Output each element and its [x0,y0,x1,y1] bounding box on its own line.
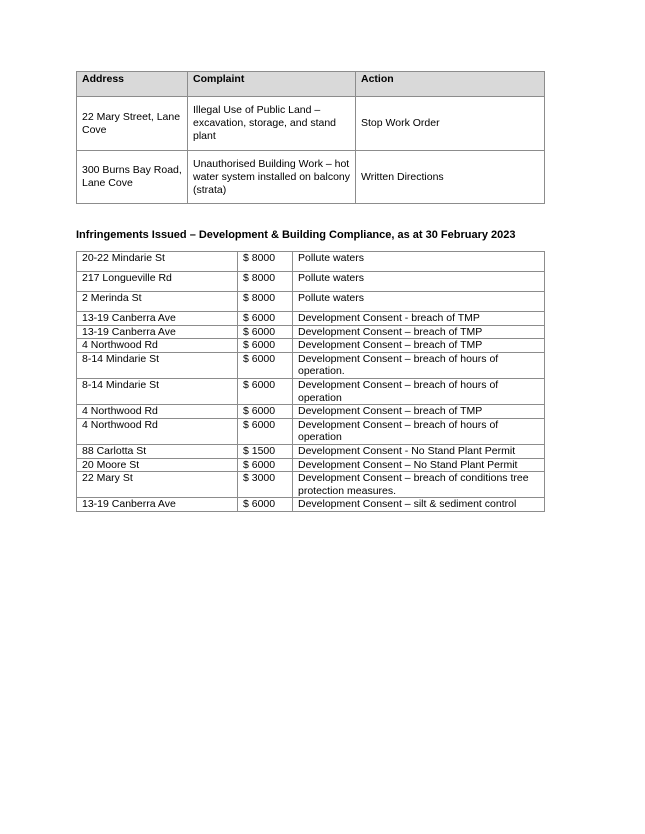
address-cell: 22 Mary Street, Lane Cove [77,97,188,151]
amount-cell: $ 8000 [238,292,293,312]
address-cell: 13-19 Canberra Ave [77,312,238,326]
amount-cell: $ 6000 [238,405,293,419]
description-cell: Pollute waters [293,292,545,312]
table-row [77,498,545,512]
column-header-complaint: Complaint [188,72,356,97]
description-cell: Development Consent – breach of hours of operation [293,378,545,404]
table-row [77,339,545,353]
description-cell: Development Consent – breach of TMP [293,325,545,339]
complaints-header-row [77,72,545,97]
table-row [77,444,545,458]
amount-cell: $ 6000 [238,312,293,326]
address-cell: 20-22 Mindarie St [77,252,238,272]
description-cell: Development Consent - No Stand Plant Permit [293,444,545,458]
amount-cell: $ 6000 [238,458,293,472]
address-cell: 13-19 Canberra Ave [77,325,238,339]
address-cell: 20 Moore St [77,458,238,472]
table-row [77,312,545,326]
action-cell: Stop Work Order [356,97,545,151]
table-row [77,151,545,204]
description-cell: Development Consent - breach of TMP [293,312,545,326]
description-cell: Development Consent – No Stand Plant Permit [293,458,545,472]
address-cell: 8-14 Mindarie St [77,352,238,378]
column-header-action: Action [356,72,545,97]
complaint-cell: Illegal Use of Public Land – excavation, storage, and stand plant [188,97,356,151]
table-row [77,97,545,151]
address-cell: 88 Carlotta St [77,444,238,458]
infringements-table-body [77,252,545,512]
table-row [77,472,545,498]
amount-cell: $ 6000 [238,352,293,378]
table-row [77,325,545,339]
infringements-table [76,251,545,512]
complaints-table [76,71,545,204]
table-row [77,378,545,404]
address-cell: 22 Mary St [77,472,238,498]
address-cell: 2 Merinda St [77,292,238,312]
infringements-heading: Infringements Issued – Development & Building Compliance, as at 30 February 2023 [76,229,516,241]
address-cell: 217 Longueville Rd [77,272,238,292]
amount-cell: $ 6000 [238,378,293,404]
table-row [77,458,545,472]
description-cell: Development Consent – breach of TMP [293,339,545,353]
table-row [77,292,545,312]
table-row [77,405,545,419]
amount-cell: $ 6000 [238,325,293,339]
address-cell: 4 Northwood Rd [77,418,238,444]
address-cell: 4 Northwood Rd [77,339,238,353]
address-cell: 300 Burns Bay Road, Lane Cove [77,151,188,204]
amount-cell: $ 6000 [238,339,293,353]
amount-cell: $ 8000 [238,272,293,292]
complaint-cell: Unauthorised Building Work – hot water system installed on balcony (strata) [188,151,356,204]
description-cell: Development Consent – breach of hours of operation [293,418,545,444]
amount-cell: $ 6000 [238,498,293,512]
amount-cell: $ 6000 [238,418,293,444]
amount-cell: $ 8000 [238,252,293,272]
description-cell: Development Consent – breach of TMP [293,405,545,419]
address-cell: 13-19 Canberra Ave [77,498,238,512]
description-cell: Development Consent – breach of hours of operation. [293,352,545,378]
table-row [77,252,545,272]
table-row [77,418,545,444]
description-cell: Development Consent – breach of conditions tree protection measures. [293,472,545,498]
action-cell: Written Directions [356,151,545,204]
description-cell: Development Consent – silt & sediment control [293,498,545,512]
address-cell: 8-14 Mindarie St [77,378,238,404]
amount-cell: $ 3000 [238,472,293,498]
address-cell: 4 Northwood Rd [77,405,238,419]
description-cell: Pollute waters [293,252,545,272]
amount-cell: $ 1500 [238,444,293,458]
table-row [77,272,545,292]
table-row [77,352,545,378]
description-cell: Pollute waters [293,272,545,292]
column-header-address: Address [77,72,188,97]
